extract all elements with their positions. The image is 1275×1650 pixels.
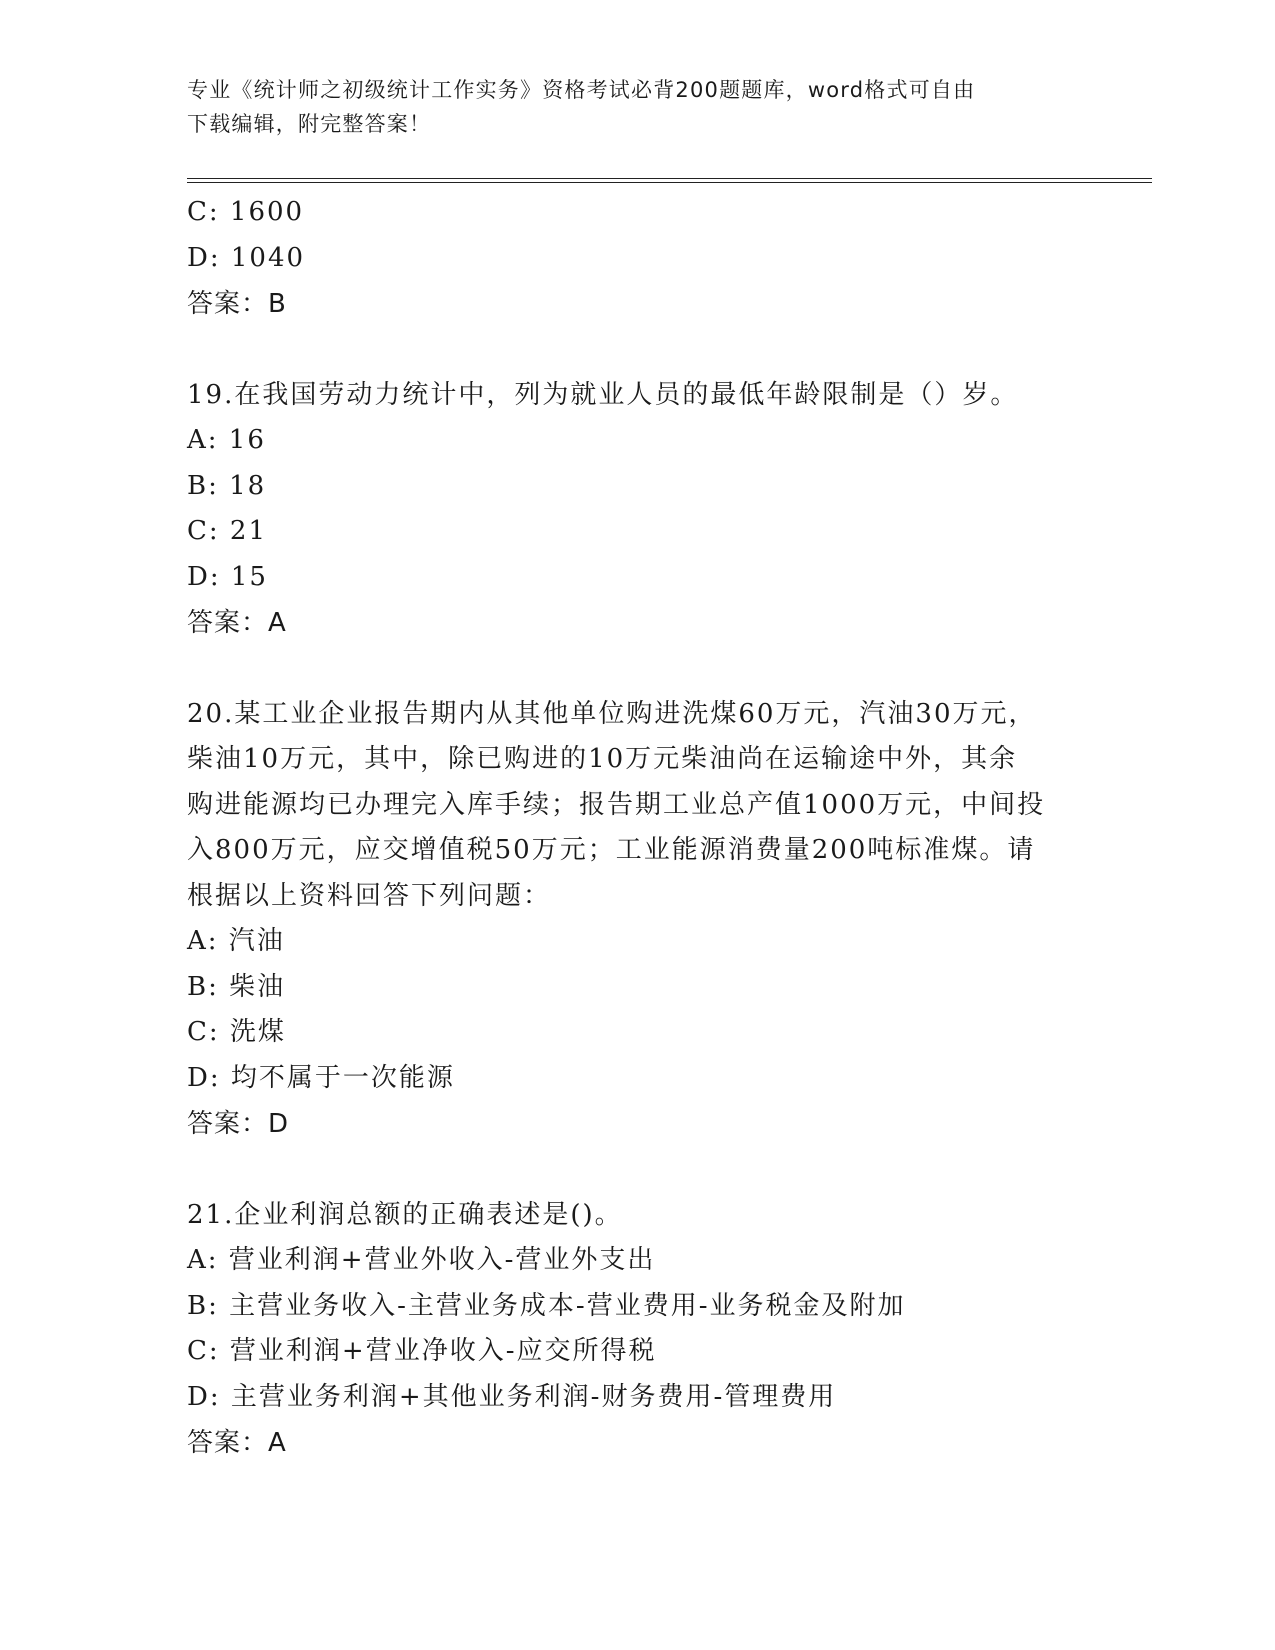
option-c: C: 营业利润+营业净收入-应交所得税 xyxy=(187,1336,657,1366)
option-c: C: 洗煤 xyxy=(187,1017,286,1047)
question-19 xyxy=(187,373,1087,647)
answer-line: 答案：B xyxy=(187,289,287,319)
question-20 xyxy=(187,692,1087,1148)
header-divider-top xyxy=(187,178,1152,179)
option-b: B: 主营业务收入-主营业务成本-营业费用-业务税金及附加 xyxy=(187,1290,906,1321)
answer-line: 答案：A xyxy=(187,608,287,638)
question-stem-line: 入800万元，应交增值税50万元；工业能源消费量200吨标准煤。请 xyxy=(187,835,1036,865)
question-stem-line: 柴油10万元，其中，除已购进的10万元柴油尚在运输途中外，其余 xyxy=(187,744,1018,774)
spacer xyxy=(187,327,1087,373)
spacer xyxy=(187,1147,1087,1193)
question-stem: 19.在我国劳动力统计中，列为就业人员的最低年龄限制是（）岁。 xyxy=(187,379,1019,410)
option-d: D: 主营业务利润+其他业务利润-财务费用-管理费用 xyxy=(187,1381,837,1412)
question-stem-line: 根据以上资料回答下列问题： xyxy=(187,880,552,911)
option-c: C: 1600 xyxy=(187,197,305,227)
option-a: A: 汽油 xyxy=(187,926,285,956)
option-d: D: 均不属于一次能源 xyxy=(187,1062,455,1093)
spacer xyxy=(187,646,1087,692)
header-line-2: 下载编辑，附完整答案！ xyxy=(187,112,432,136)
question-21 xyxy=(187,1193,1087,1467)
answer-line: 答案：A xyxy=(187,1428,287,1458)
option-b: B: 18 xyxy=(187,470,267,501)
option-d: D: 15 xyxy=(187,561,268,592)
document-header xyxy=(187,73,1087,141)
header-line-1: 专业《统计师之初级统计工作实务》资格考试必背200题题库，word格式可自由 xyxy=(187,78,976,102)
question-stem: 21.企业利润总额的正确表述是()。 xyxy=(187,1199,623,1230)
option-a: A: 营业利润+营业外收入-营业外支出 xyxy=(187,1245,656,1275)
prev-question-block xyxy=(187,190,1087,327)
option-a: A: 16 xyxy=(187,425,266,455)
option-d: D: 1040 xyxy=(187,242,306,273)
option-c: C: 21 xyxy=(187,516,268,546)
option-b: B: 柴油 xyxy=(187,971,286,1002)
document-body xyxy=(187,190,1087,1466)
question-stem-line: 购进能源均已办理完入库手续；报告期工业总产值1000万元，中间投 xyxy=(187,789,1046,820)
question-stem-line: 20.某工业企业报告期内从其他单位购进洗煤60万元，汽油30万元， xyxy=(187,698,1037,729)
header-divider-bottom xyxy=(187,182,1152,183)
answer-line: 答案：D xyxy=(187,1109,290,1139)
